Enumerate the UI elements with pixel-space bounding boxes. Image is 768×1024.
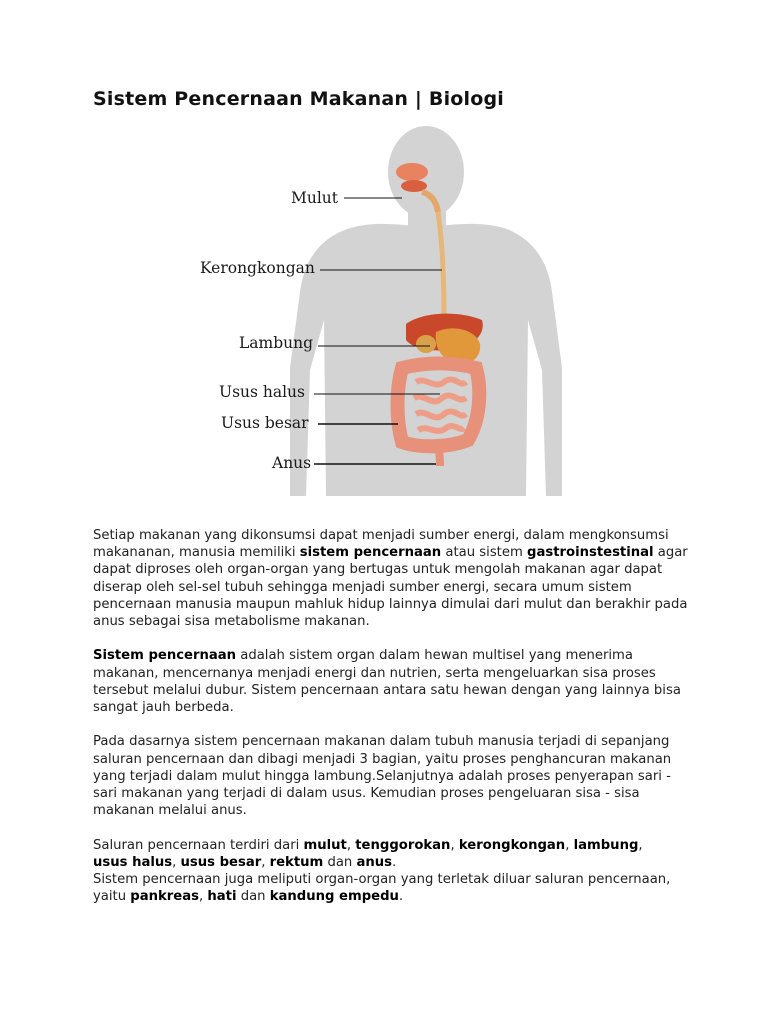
- bold-term: lambung: [573, 837, 639, 853]
- paragraph-3: [93, 733, 693, 819]
- bold-term: gastroinstestinal: [527, 545, 654, 561]
- text-run: ,: [261, 854, 270, 870]
- text-run: ,: [198, 889, 208, 905]
- bold-term: usus besar: [180, 854, 262, 870]
- text-run: ,: [172, 854, 181, 870]
- digestive-system-figure: [190, 120, 590, 500]
- text-run: .: [398, 889, 404, 905]
- bold-term: Sistem pencernaan: [93, 648, 237, 664]
- text-run: ,: [450, 837, 459, 853]
- text-run: Saluran pencernaan terdiri dari: [93, 837, 304, 853]
- text-run: Pada dasarnya sistem pencernaan makanan dalam tubuh manusia terjadi di sepanjang saluran pencernaan dan dibagi menjadi 3 bagian, yaitu proses penghancuran makanan yang terjadi dalam mulut hingga lambung.Selanjutnya adalah proses penyerapan sari - sari makanan yang terjadi di dalam usus. Kemudian proses pengeluaran sisa - sisa makanan melalui anus.: [93, 734, 672, 819]
- bold-term: kandung empedu: [269, 889, 399, 905]
- bold-term: anus: [356, 854, 392, 870]
- rectum-organ: [438, 446, 440, 466]
- label-anus: Anus: [272, 454, 312, 472]
- paragraph-1: [93, 527, 693, 630]
- gallbladder-organ: [416, 335, 436, 353]
- text-run: atau sistem: [441, 545, 528, 561]
- bold-term: usus halus: [93, 854, 173, 870]
- label-mulut: Mulut: [291, 189, 339, 207]
- text-run: .: [392, 854, 397, 870]
- paragraph-2: [93, 647, 693, 716]
- text-run: Setiap makanan yang dikonsumsi dapat menjadi sumber energi, dalam mengkonsumsi makananan, manusia memiliki: [93, 528, 669, 561]
- bold-term: kerongkongan: [458, 837, 566, 853]
- digestive-system-illustration: [190, 120, 590, 500]
- text-run: ,: [346, 837, 356, 853]
- bold-term: tenggorokan: [355, 837, 451, 853]
- article-body: [93, 527, 693, 923]
- label-kerongkongan: Kerongkongan: [200, 259, 315, 277]
- label-lambung: Lambung: [239, 334, 314, 352]
- page-title: Sistem Pencernaan Makanan | Biologi: [93, 88, 505, 110]
- bold-term: rektum: [269, 854, 324, 870]
- text-run: dan: [236, 889, 270, 905]
- bold-term: sistem pencernaan: [299, 545, 442, 561]
- text-run: Sistem pencernaan juga meliputi organ-organ yang terletak diluar saluran pencernaan, yaitu: [93, 872, 671, 905]
- paragraph-4: [93, 837, 693, 906]
- text-run: ,: [565, 837, 574, 853]
- text-run: dan: [323, 854, 357, 870]
- label-usus-besar: Usus besar: [221, 414, 309, 432]
- label-usus-halus: Usus halus: [219, 383, 305, 401]
- bold-term: pankreas: [130, 889, 199, 905]
- bold-term: mulut: [303, 837, 347, 853]
- bold-term: hati: [207, 889, 237, 905]
- text-run: agar dapat diproses oleh organ-organ yang bertugas untuk mengolah makanan agar dapat diserap oleh sel-sel tubuh sehingga menjadi sumber energi, secara umum sistem pencernaan manusia maupun mahluk hidup lainnya dimulai dari mulut dan berakhir pada anus sebagai sisa metabolisme makanan.: [93, 545, 688, 630]
- text-run: adalah sistem organ dalam hewan multisel yang menerima makanan, mencernanya menjadi energi dan nutrien, serta mengeluarkan sisa proses tersebut melalui dubur. Sistem pencernaan antara satu hewan dengan yang lainnya bisa sangat jauh berbeda.: [93, 648, 681, 716]
- text-run: ,: [638, 837, 643, 853]
